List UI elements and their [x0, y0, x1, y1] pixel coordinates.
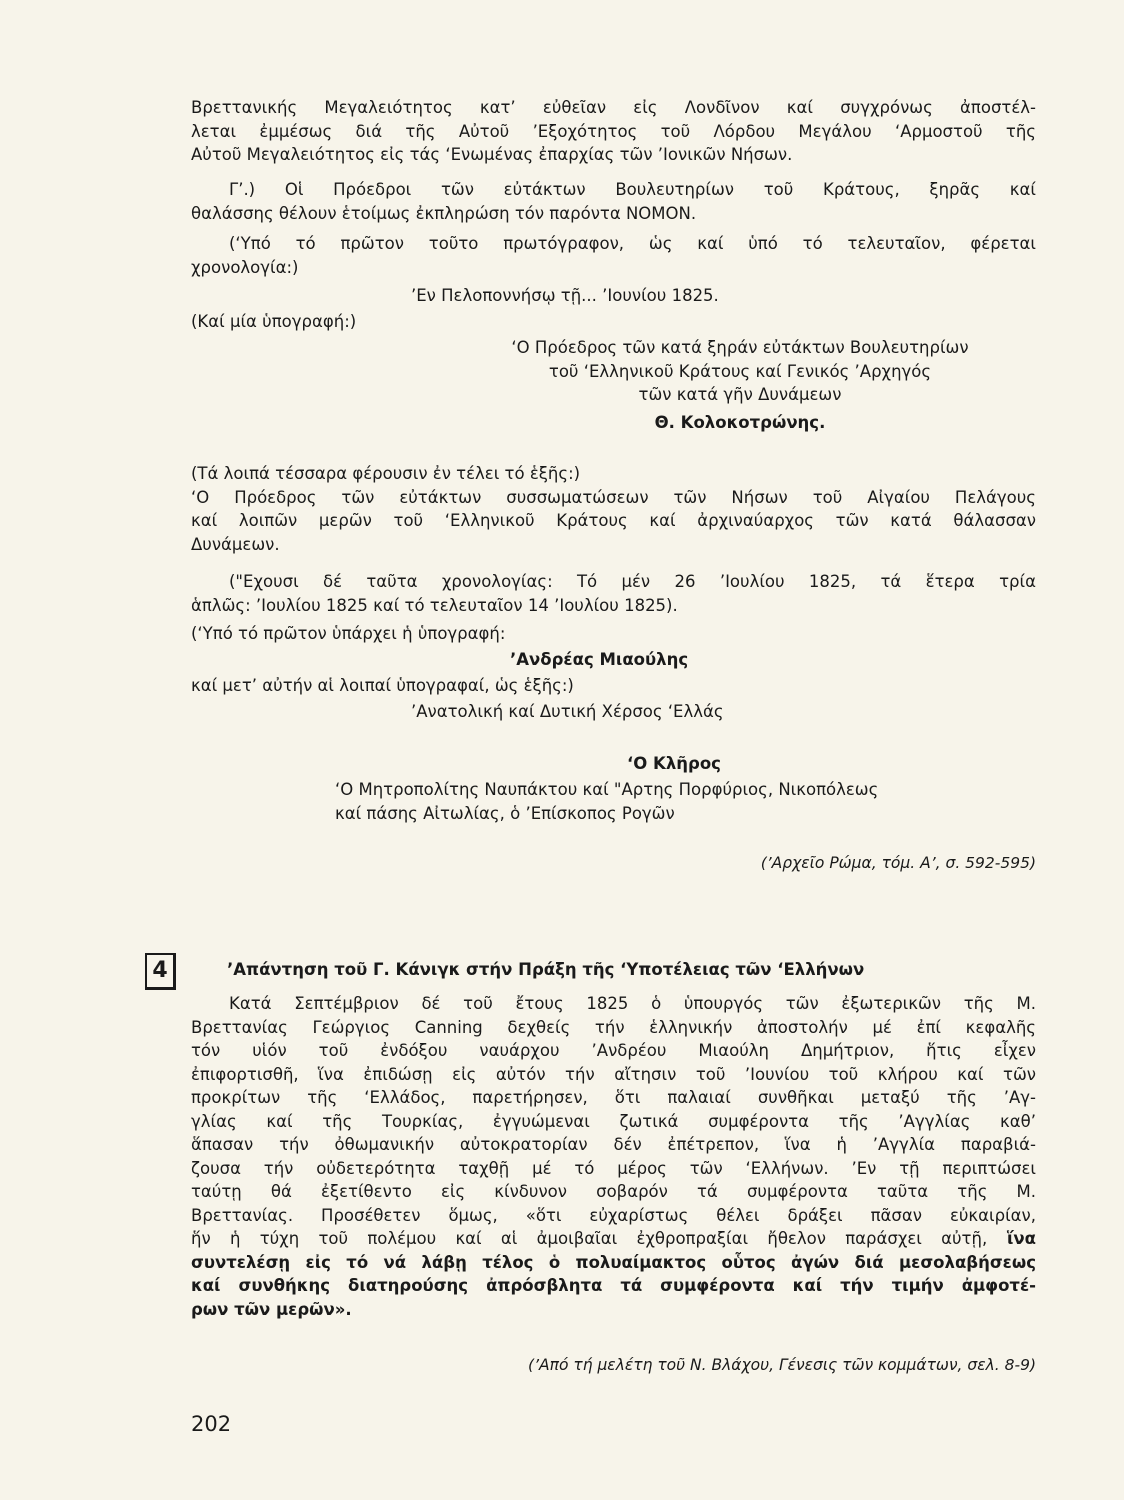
section-source-citation: (’Από τή μελέτη τοῦ Ν. Βλάχου, Γένεσις τῶν κομμάτων, σελ. 8-9) — [528, 1356, 1036, 1374]
text-line: Βρεττανίας Γεώργιος Canning δεχθείς τήν ἑλληνικήν ἀποστολήν μέ ἐπί κεφαλῆς — [191, 1017, 1036, 1037]
regions: ’Ανατολική καί Δυτική Χέρσος ‘Ελλάς — [411, 702, 724, 721]
kolokotronis-name: Θ. Κολοκοτρώνης. — [654, 412, 826, 432]
text-line: καί συνθήκης διατηρούσης ἀπρόσβλητα τά συμφέροντα καί τήν τιμήν ἀμφοτέ- — [191, 1276, 1036, 1295]
section-body — [191, 992, 1036, 1321]
text-line: ‘Ο Μητροπολίτης Ναυπάκτου καί "Αρτης Πορφύριος, Νικοπόλεως — [335, 780, 879, 799]
other-signatures-note: καί μετ’ αὐτήν αἱ λοιπαί ὑπογραφαί, ὡς ἑξῆς:) — [191, 676, 574, 695]
text-line: ἥν ἡ τύχη τοῦ πολέμου καί αἱ ἀμοιβαῖαι ἐχθροπραξίαι ἤθελον παράσχει αὐτῇ, ἵνα — [191, 1229, 1036, 1248]
text-line: συντελέσῃ εἰς τό νά λάβῃ τέλος ὁ πολυαίμακτος οὗτος ἀγών διά μεσολαβήσεως — [191, 1252, 1036, 1272]
text-line: θαλάσσης θέλουν ἑτοίμως ἐκπληρώση τόν παρόντα ΝΟΜΟΝ. — [191, 203, 697, 223]
text-line: ‘Ο Πρόεδρος τῶν κατά ξηράν εὐτάκτων Βουλευτηρίων — [511, 338, 969, 357]
source-citation: (’Αρχεῖο Ρώμα, τόμ. Α’, σ. 592-595) — [760, 854, 1036, 872]
text-line: χρονολογία:) — [191, 257, 299, 277]
text-line: ζουσα τήν οὐδετερότητα ταχθῇ μέ τό μέρος τῶν ‘Ελλήνων. ’Εν τῇ περιπτώσει — [191, 1158, 1036, 1178]
text-line: Αὐτοῦ Μεγαλειότητος εἰς τάς ‘Ενωμένας ἐπαρχίας τῶν ’Ιονικῶν Νήσων. — [191, 145, 793, 164]
text-line: ἅπασαν τήν ὀθωμανικήν αὐτοκρατορίαν δέν ἐπέτρεπον, ἵνα ἡ ’Αγγλία παραβιά- — [191, 1135, 1036, 1154]
text-line: τῶν κατά γῆν Δυνάμεων — [638, 385, 842, 404]
text-line: τόν υἱόν τοῦ ἐνδόξου ναυάρχου ’Ανδρέου Μιαούλη Δημήτριον, ἥτις εἶχεν — [191, 1041, 1036, 1060]
text-line: ("Εχουσι δέ ταῦτα χρονολογίας: Τό μέν 26 ’Ιουλίου 1825, τά ἕτερα τρία — [229, 572, 1036, 591]
page-number: 202 — [191, 1412, 232, 1436]
text-line: ‘Ο Πρόεδρος τῶν εὐτάκτων συσσωματώσεων τῶν Νήσων τοῦ Αἰγαίου Πελάγους — [191, 487, 1036, 507]
first-signature-note: (‘Υπό τό πρῶτον ὑπάρχει ἡ ὑπογραφή: — [191, 624, 506, 643]
text-line: Δυνάμεων. — [191, 534, 280, 554]
chronology-note — [191, 232, 1036, 279]
text-line: ἁπλῶς: ’Ιουλίου 1825 καί τό τελευταῖον 14 ’Ιουλίου 1825). — [191, 595, 678, 615]
text-line: τοῦ ‘Ελληνικοῦ Κράτους καί Γενικός ’Αρχηγός — [548, 361, 932, 381]
text-line: ρων τῶν μερῶν». — [191, 1299, 352, 1319]
text-line: ταύτῃ θά ἐξετίθεντο εἰς κίνδυνον σοβαρόν τά συμφέροντα ταῦτα τῆς Μ. — [191, 1182, 1036, 1201]
text-line: προκρίτων τῆς ‘Ελλάδος, παρετήρησεν, ὅτι παλαιαί συνθῆκαι μεταξύ τῆς ’Αγ- — [191, 1088, 1036, 1107]
text-line: λεται ἐμμέσως διά τῆς Αὐτοῦ ’Εξοχότητος τοῦ Λόρδου Μεγάλου ‘Αρμοστοῦ τῆς — [191, 121, 1036, 141]
gamma-paragraph — [191, 178, 1036, 225]
text-line: καί λοιπῶν μερῶν τοῦ ‘Ελληνικοῦ Κράτους καί ἀρχιναύαρχος τῶν κατά θάλασσαν — [191, 511, 1036, 530]
place-date: ’Εν Πελοποννήσῳ τῇ... ’Ιουνίου 1825. — [411, 286, 719, 305]
miaoulis-name: ’Ανδρέας Μιαούλης — [510, 650, 689, 669]
dates-note — [191, 570, 1036, 617]
text-line: γλίας καί τῆς Τουρκίας, ἐγγυώμεναι ζωτικά συμφέροντα τῆς ’Αγγλίας καθ’ — [191, 1111, 1036, 1131]
section-number-box: 4 — [145, 953, 176, 990]
clergy-heading: ‘Ο Κλῆρος — [627, 754, 721, 773]
kolokotronis-signature — [440, 336, 1040, 434]
text-line: Κατά Σεπτέμβριον δέ τοῦ ἔτους 1825 ὁ ὑπουργός τῶν ἐξωτερικῶν τῆς Μ. — [229, 994, 1036, 1013]
text-line: (‘Υπό τό πρῶτον τοῦτο πρωτόγραφον, ὡς καί ὑπό τό τελευταῖον, φέρεται — [229, 234, 1036, 253]
clergy-list — [335, 778, 1035, 825]
text-line: Γ’.) Οἱ Πρόεδροι τῶν εὐτάκτων Βουλευτηρίων τοῦ Κράτους, ξηρᾶς καί — [229, 180, 1036, 199]
remaining-four-paragraph — [191, 462, 1036, 556]
text-line: καί πάσης Αἰτωλίας, ὁ ’Επίσκοπος Ρογῶν — [335, 803, 675, 823]
signature-note: (Καί μία ὑπογραφή:) — [191, 312, 357, 331]
text-line: Βρεττανίας. Προσέθετεν ὅμως, «ὅτι εὐχαρίστως θέλει δράξει πᾶσαν εὐκαιρίαν, — [191, 1205, 1036, 1225]
text-line: Βρεττανικής Μεγαλειότητος κατ’ εὐθεῖαν εἰς Λονδῖνον καί συγχρόνως ἀποστέλ- — [191, 98, 1036, 117]
top-paragraph — [191, 96, 1036, 167]
section-title: ’Απάντηση τοῦ Γ. Κάνιγκ στήν Πράξη τῆς ‘Υποτέλειας τῶν ‘Ελλήνων — [227, 960, 865, 979]
text-line: (Τά λοιπά τέσσαρα φέρουσιν ἐν τέλει τό ἑξῆς:) — [191, 464, 581, 483]
text-line: ἐπιφορτισθῆ, ἵνα ἐπιδώσῃ εἰς αὐτόν τήν αἴτησιν τοῦ ’Ιουνίου τοῦ κλήρου καί τῶν — [191, 1064, 1036, 1084]
